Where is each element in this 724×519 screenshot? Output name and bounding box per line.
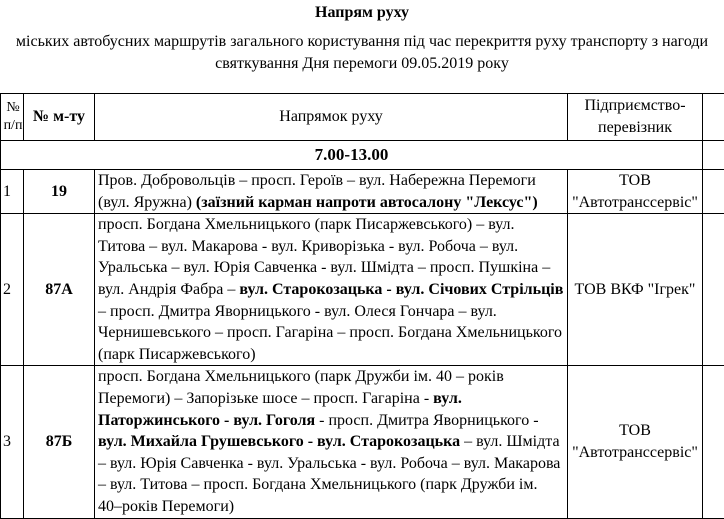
extra-column-cell — [703, 366, 724, 518]
direction-text: – вул. Шмідта – вул. Юрія Савченка - вул. Уральська - вул. Робоча – вул. Макарова – вул. Титова – просп. Богдана Хмельницького (парк Дружби ім. 40–років Перемоги) — [98, 433, 560, 515]
row-num: 2 — [1, 214, 24, 366]
row-route: 19 — [24, 170, 95, 214]
direction-text: - просп. Дмитра Яворницького - — [315, 412, 538, 429]
row-num: 1 — [1, 170, 24, 214]
direction-text: – просп. Дмитра Яворницького - вул. Олеся Гончара – вул. Чернишевського – просп. Гагаріна – просп. Богдана Хмельницького (парк Писаржевського) — [98, 303, 562, 363]
row-direction — [95, 214, 568, 366]
direction-bold-text: вул. Михайла Грушевського - вул. Старокозацька — [98, 433, 460, 450]
routes-table — [0, 93, 724, 519]
row-num: 3 — [1, 366, 24, 518]
header-route: № м-ту — [24, 94, 95, 141]
direction-text: Пров. Добровольців – просп. Героїв – вул. Набережна Перемоги (вул. Яружна) — [98, 172, 536, 211]
time-section-row — [1, 141, 724, 170]
time-section-label: 7.00-13.00 — [1, 141, 703, 170]
table-row — [1, 214, 724, 366]
direction-bold-text: вул. Паторжинського - вул. Гоголя — [98, 390, 462, 429]
direction-bold-text: вул. Старокозацька - вул. Січових Стрільців — [239, 281, 563, 298]
document-subtitle — [10, 31, 714, 75]
header-num: № п/п — [1, 94, 24, 141]
row-carrier: ТОВ "Автотранссервіс" — [568, 366, 703, 518]
row-direction — [95, 366, 568, 518]
table-header-row — [1, 94, 724, 141]
row-carrier: ТОВ "Автотранссервіс" — [568, 170, 703, 214]
row-direction — [95, 170, 568, 214]
subtitle-line-2: святкування Дня перемоги 09.05.2019 року — [10, 53, 714, 75]
document-title: Напрям руху — [0, 4, 724, 22]
extra-column-cell — [703, 94, 724, 141]
extra-column-cell — [703, 141, 724, 170]
direction-text: просп. Богдана Хмельницького (парк Писаржевського) – вул. Титова – вул. Макарова - вул. Криворізька - вул. Робоча – вул. Уральська – вул. Юрія Савченка - вул. Шмідта – просп. Пушкіна – вул. Андрія Фабра – — [98, 216, 550, 298]
direction-bold-text: (заїзний карман напроти автосалону "Лексус") — [196, 194, 538, 211]
extra-column-cell — [703, 214, 724, 366]
row-carrier: ТОВ ВКФ "Ігрек" — [568, 214, 703, 366]
table-row — [1, 170, 724, 214]
header-carrier: Підприємство-перевізник — [568, 94, 703, 141]
direction-text: просп. Богдана Хмельницького (парк Дружби ім. 40 – років Перемоги) – Запорізьке шосе – просп. Гагаріна - — [98, 368, 504, 407]
subtitle-line-1: міських автобусних маршрутів загального користування під час перекриття руху транспорту з нагоди — [10, 31, 714, 53]
row-route: 87Б — [24, 366, 95, 518]
header-direction: Напрямок руху — [95, 94, 568, 141]
table-row — [1, 366, 724, 518]
row-route: 87А — [24, 214, 95, 366]
extra-column-cell — [703, 170, 724, 214]
